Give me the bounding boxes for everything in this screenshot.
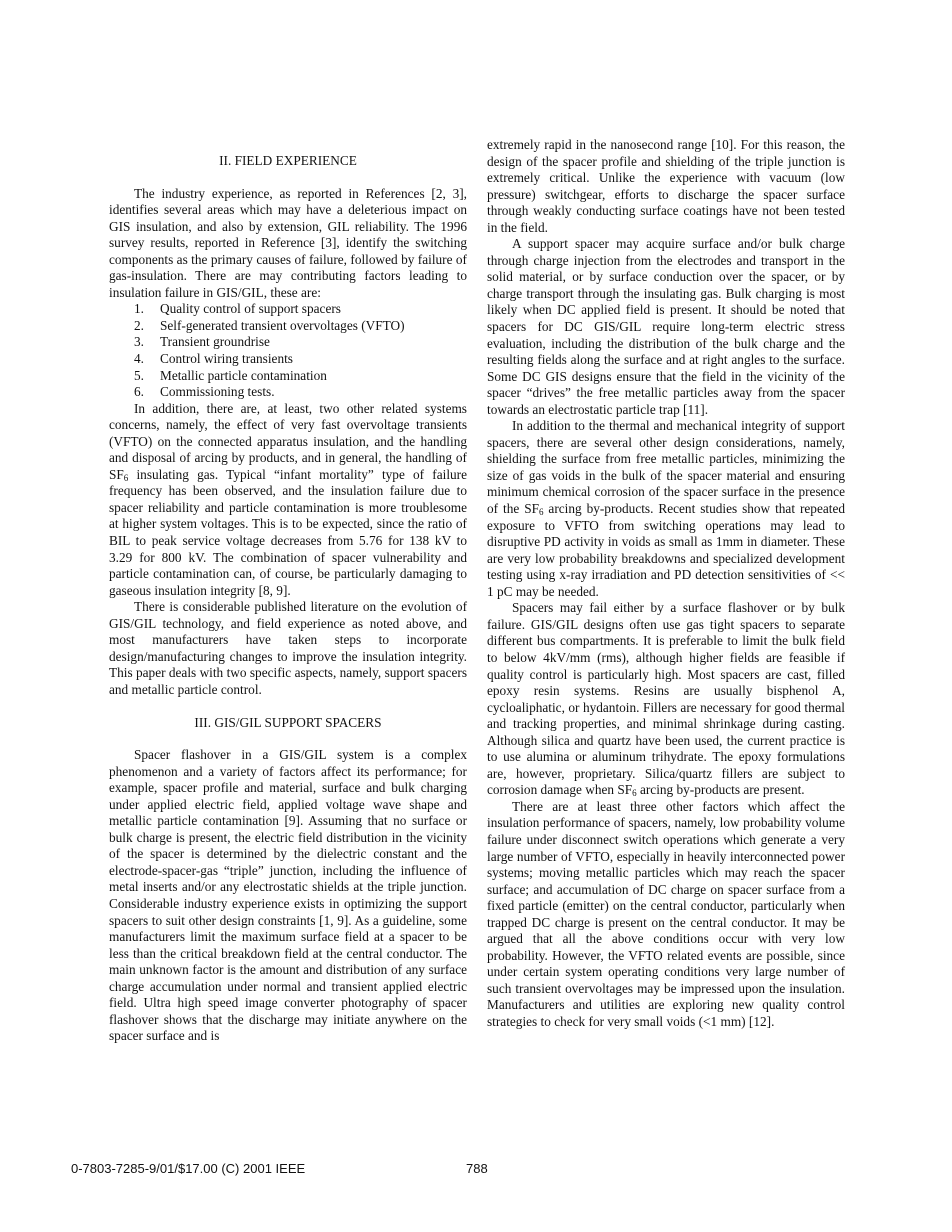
paragraph: The industry experience, as reported in References [2, 3], identifies several areas which may have a deleterious impact on GIS insulation, and also by extension, GIL reliability. The 1996 survey results, reported in Reference [3], identify the switching components as the primary causes of failure, followed by failure of gas-insulation. There are may contributing factors leading to insulation failure in GIS/GIL, these are:: [109, 185, 467, 300]
paragraph: There is considerable published literature on the evolution of GIS/GIL technology, and field experience as noted above, and most manufacturers have taken steps to incorporate design/manufacturing changes to improve the insulation integrity. This paper deals with two specific aspects, namely, support spacers and metallic particle control.: [109, 599, 467, 697]
list-item: 1. Quality control of support spacers: [134, 301, 341, 317]
left-column: [109, 137, 467, 1045]
paragraph: A support spacer may acquire surface and/or bulk charge through charge injection from the electrodes and transport in the solid material, or by surface conduction over the spacer, or by charge transport through the insulating gas. Bulk charging is most likely when DC applied field is present. It should be noted that spacers for DC GIS/GIL require long-term electric stress evaluation, including the distribution of the bulk charge and the resulting fields along the surface and at right angles to the surface. Some DC GIS designs ensure that the field in the vicinity of the spacer “drives” the free metallic particles away from the spacer towards an electrostatic particle trap [11].: [487, 236, 845, 417]
paragraph: Spacer flashover in a GIS/GIL system is a complex phenomenon and a variety of factors affect its performance; for example, spacer profile and material, surface and bulk charging under applied electric field, applied voltage wave shape and metallic particle contamination [9]. Assuming that no surface or bulk charge is present, the electric field distribution in the vicinity of the spacer is determined by the dielectric constant and the electrode-spacer-gas “triple” junction, including the influence of metal inserts and/or any electrostatic shields at the triple junction. Considerable industry experience exists in optimizing the support spacers to suit other design constraints [1, 9]. As a guideline, some manufacturers limit the maximum surface field at a spacer to be less than the critical breakdown field at the central conductor. The main unknown factor is the amount and distribution of any surface charge accumulation under normal and transient applied electric field. Ultra high speed image converter photography of spacer flashover shows that the discharge may initiate anywhere on the spacer surface and is: [109, 747, 467, 1044]
list-item: 5. Metallic particle contamination: [134, 367, 327, 383]
copyright-notice: 0-7803-7285-9/01/$17.00 (C) 2001 IEEE: [71, 1161, 306, 1176]
paragraph: There are at least three other factors which affect the insulation performance of spacers, namely, low probability volume failure under disconnect switch operations which generate a very large number of VFTO, especially in heavily interconnected power systems; moving metallic particles which may reach the spacer surface; and accumulation of DC charge on spacer surface from a fixed particle (emitter) on the central conductor, particularly when trapped DC charge is present on the central conductor. It may be argued that all the above conditions occur with very low probability. However, the VFTO related events are possible, since under certain system operating conditions very large number of such transient overvoltages may be impressed upon the insulation. Manufacturers and utilities are exploring new quality control strategies to check for very small voids (<1 mm) [12].: [487, 798, 845, 1029]
page-number: 788: [466, 1161, 488, 1176]
paragraph-continued: extremely rapid in the nanosecond range [10]. For this reason, the design of the spacer profile and shielding of the triple junction is extremely critical. Unlike the experience with vacuum (low pressure) switchgear, efforts to discharge the spacer surface through weakly conducting surface coatings have not been tested in the field.: [487, 137, 845, 235]
numbered-list: [109, 301, 467, 400]
paragraph: In addition, there are, at least, two other related systems concerns, namely, the effect of very fast overvoltage transients (VFTO) on the connected apparatus insulation, and the handling and disposal of arcing by products, and in general, the handling of $SF_6$ insulating gas. Typical “infant mortality” type of failure frequency has been observed, and the insulation failure due to spacer reliability and particle contamination is more troublesome at higher system voltages. This is to be expected, since the ratio of BIL to peak service voltage decreases from 5.76 for 138 kV to 3.29 for 800 kV. The combination of spacer vulnerability and particle contamination can, of course, be particularly damaging to gaseous insulation integrity [8, 9].: [109, 400, 467, 598]
list-item: 3. Transient groundrise: [134, 334, 270, 350]
section-heading-support-spacers: III. GIS/GIL SUPPORT SPACERS: [194, 714, 382, 730]
list-item: 2. Self-generated transient overvoltages (VFTO): [134, 317, 405, 333]
paragraph: In addition to the thermal and mechanical integrity of support spacers, there are several other design considerations, namely, shielding the surface from free metallic particles, minimizing the size of gas voids in the bulk of the spacer material and ensuring minimum chemical corrosion of the spacer surface in the presence of the $SF_6$ arcing by-products. Recent studies show that repeated exposure to VFTO from switching operations may lead to disruptive PD activity in voids as small as 1mm in diameter. These are very low probability breakdowns and specialized development testing using x-ray irradiation and PD detection sensitivities of << 1 pC may be needed.: [487, 418, 845, 599]
right-column: [487, 137, 845, 1031]
section-heading-field-experience: II. FIELD EXPERIENCE: [219, 153, 357, 168]
list-item: 6. Commissioning tests.: [134, 384, 275, 400]
paragraph: Spacers may fail either by a surface flashover or by bulk failure. GIS/GIL designs often use gas tight spacers to separate different bus compartments. It is preferable to limit the bulk field to below 4kV/mm (rms), although higher fields are feasible if quality control is particularly high. Most spacers are cast, filled epoxy resin systems. Resins are usually bisphenol A, cycloaliphatic, or hydantoin. Fillers are necessary for good thermal and tracking properties, and minimal shrinkage during casting. Although silica and quartz have been used, the current practice is to use alumina or aluminum trihydrate. The epoxy formulations are, however, proprietary. Silica/quartz fillers are subject to corrosion damage when $SF_6$ arcing by-products are present.: [487, 600, 845, 799]
list-item: 4. Control wiring transients: [134, 351, 293, 367]
